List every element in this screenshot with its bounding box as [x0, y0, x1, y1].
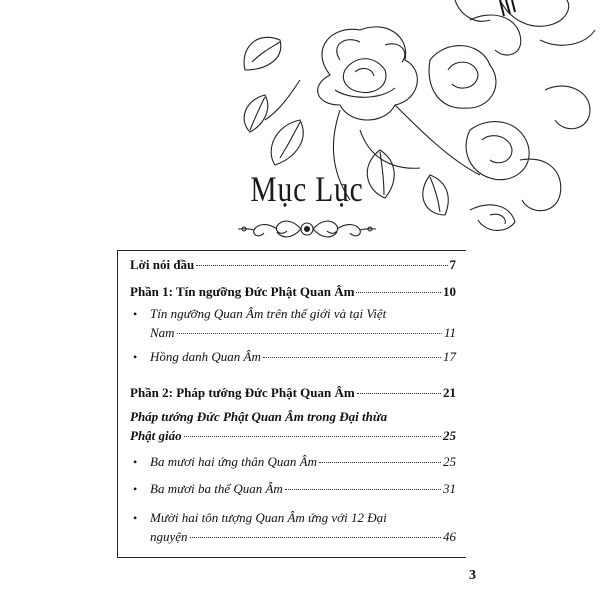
leader-dots	[190, 536, 441, 538]
toc-page: 21	[443, 385, 456, 400]
toc-label: Nam	[150, 325, 175, 340]
leader-dots	[285, 488, 441, 490]
page-number: 3	[469, 568, 476, 583]
page-title: Mục Lục	[250, 169, 364, 209]
toc-entry-section[interactable]	[130, 428, 456, 444]
bullet-icon: •	[133, 482, 138, 496]
toc-entry-part2-item1[interactable]	[150, 454, 456, 470]
toc-label: Ba mươi ba thể Quan Âm	[150, 481, 283, 496]
ornament-divider	[232, 214, 382, 244]
toc-entry-part2-item2[interactable]	[150, 481, 456, 497]
bullet-icon: •	[133, 307, 138, 321]
toc-label: Phật giáo	[130, 428, 182, 443]
toc-entry-part2[interactable]	[130, 385, 456, 401]
toc-label: Phần 1: Tín ngưỡng Đức Phật Quan Âm	[130, 284, 355, 299]
toc-entry-part1[interactable]	[130, 284, 456, 300]
toc-entry-part1-item2[interactable]	[150, 349, 456, 365]
toc-entry-part1-item1-line1[interactable]: Tín ngưỡng Quan Âm trên thế giới và tại Việt	[150, 306, 387, 321]
leader-dots	[184, 435, 441, 437]
bullet-icon: •	[133, 511, 138, 525]
toc-page: 31	[443, 481, 456, 496]
toc-page: 25	[443, 454, 456, 469]
toc-label: Hồng danh Quan Âm	[150, 349, 261, 364]
toc-page: 7	[449, 257, 456, 272]
toc-entry-section-line1[interactable]: Pháp tướng Đức Phật Quan Âm trong Đại thừa	[130, 409, 388, 424]
bullet-icon: •	[133, 350, 138, 364]
leader-dots	[263, 356, 441, 358]
leader-dots	[356, 291, 441, 293]
toc-label: Ba mươi hai ứng thân Quan Âm	[150, 454, 318, 469]
toc-entry-preface[interactable]	[130, 257, 456, 273]
toc-label: Phần 2: Pháp tướng Đức Phật Quan Âm	[130, 385, 355, 400]
toc-entry-part2-item3[interactable]	[150, 529, 456, 545]
leader-dots	[196, 264, 447, 266]
toc-page: 11	[443, 325, 456, 340]
toc-page: 46	[443, 529, 456, 544]
toc-label: nguyện	[150, 529, 188, 544]
bullet-icon: •	[133, 455, 138, 469]
leader-dots	[319, 461, 441, 463]
toc-label: Lời nói đầu	[130, 257, 195, 272]
toc-page: 17	[443, 349, 456, 364]
toc-entry-part2-item3-line1[interactable]: Mười hai tôn tượng Quan Âm ứng với 12 Đại	[150, 510, 387, 525]
leader-dots	[177, 332, 442, 334]
toc-page: 25	[443, 428, 456, 443]
leader-dots	[357, 392, 441, 394]
toc-page: 10	[443, 284, 456, 299]
toc-entry-part1-item1[interactable]	[150, 325, 456, 341]
